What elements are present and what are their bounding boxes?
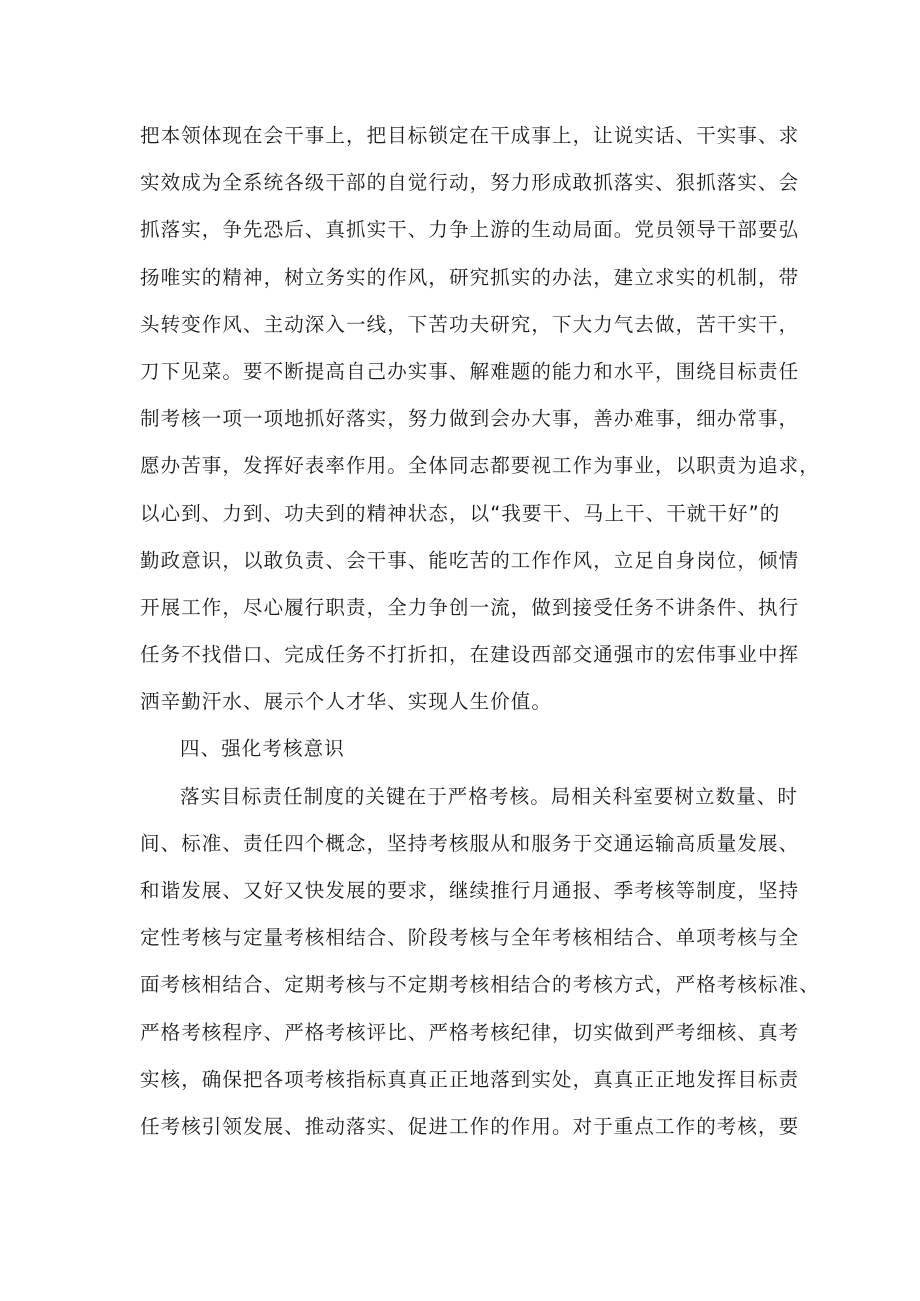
- text-line: 实核，确保把各项考核指标真真正正地落到实处，真真正正地发挥目标责: [140, 1067, 800, 1091]
- body-text: [140, 112, 820, 1150]
- text-line: 间、标准、责任四个概念，坚持考核服从和服务于交通运输高质量发展、: [140, 831, 800, 855]
- text-line: 洒辛勤汗水、展示个人才华、实现人生价值。: [140, 690, 553, 714]
- text-line: 严格考核程序、严格考核评比、严格考核纪律，切实做到严考细核、真考: [140, 1020, 800, 1044]
- section-heading: 四、强化考核意识: [180, 737, 345, 761]
- text-line: 以心到、力到、功夫到的精神状态，以“我要干、马上干、干就干好”的: [140, 501, 781, 525]
- text-line: 刀下见菜。要不断提高自己办实事、解难题的能力和水平，围绕目标责任: [140, 359, 800, 383]
- text-line: 制考核一项一项地抓好落实，努力做到会办大事，善办难事，细办常事，: [140, 407, 800, 431]
- text-line: 落实目标责任制度的关键在于严格考核。局相关科室要树立数量、时: [180, 784, 799, 808]
- text-line: 和谐发展、又好又快发展的要求，继续推行月通报、季考核等制度，坚持: [140, 879, 800, 902]
- text-line: 抓落实，争先恐后、真抓实干、力争上游的生动局面。党员领导干部要弘: [140, 218, 800, 242]
- text-line: 扬唯实的精神，树立务实的作风，研究抓实的办法，建立求实的机制，带: [140, 265, 800, 289]
- text-line: 把本领体现在会干事上，把目标锁定在干成事上，让说实话、干实事、求: [140, 124, 800, 147]
- text-line: 勤政意识，以敢负责、会干事、能吃苦的工作作风，立足自身岗位，倾情: [140, 548, 800, 572]
- text-line: 开展工作，尽心履行职责，全力争创一流，做到接受任务不讲条件、执行: [140, 595, 800, 619]
- text-line: 实效成为全系统各级干部的自觉行动，努力形成敢抓落实、狠抓落实、会: [140, 171, 800, 195]
- text-line: 任考核引领发展、推动落实、促进工作的作用。对于重点工作的考核，要: [140, 1114, 800, 1138]
- text-line: 面考核相结合、定期考核与不定期考核相结合的考核方式，严格考核标准、: [140, 973, 820, 997]
- text-line: 任务不找借口、完成任务不打折扣，在建设西部交通强市的宏伟事业中挥: [140, 643, 800, 667]
- text-line: 愿办苦事，发挥好表率作用。全体同志都要视工作为事业，以职责为追求，: [140, 454, 820, 478]
- text-line: 定性考核与定量考核相结合、阶段考核与全年考核相结合、单项考核与全: [140, 926, 800, 950]
- text-line: 头转变作风、主动深入一线，下苦功夫研究，下大力气去做，苦干实干，: [140, 312, 800, 336]
